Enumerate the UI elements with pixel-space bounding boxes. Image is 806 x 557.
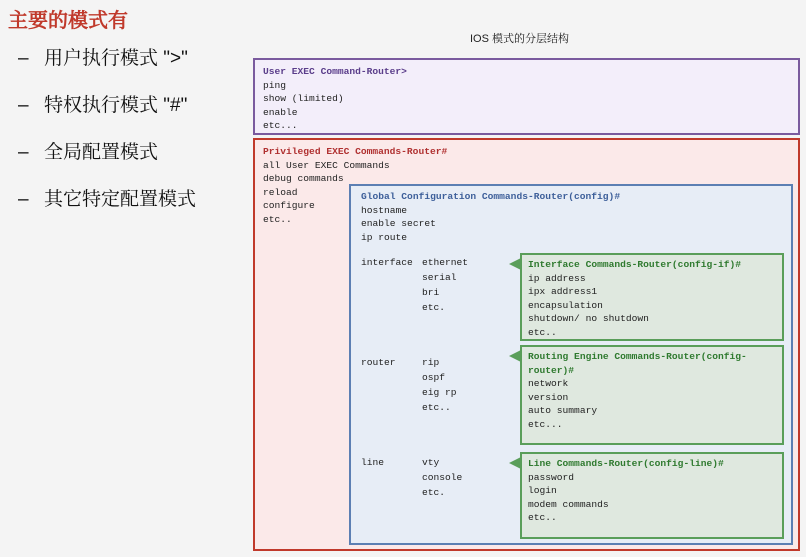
command-line: ping — [263, 79, 287, 91]
command-line: hostname — [361, 204, 408, 216]
list-item — [18, 46, 196, 93]
command-line: etc.. — [528, 326, 557, 338]
interface-type: bri — [422, 287, 440, 298]
line-config-header: Line Commands-Router(config-line)# — [528, 458, 724, 469]
bullet-dash: – — [18, 189, 29, 210]
command-line: etc.. — [528, 512, 557, 524]
routing-config-header: Routing Engine Commands-Router(config-router)# — [528, 351, 747, 376]
command-line: encapsulation — [528, 299, 603, 311]
command-line: enable — [263, 106, 298, 118]
command-line: ip route — [361, 231, 408, 243]
line-type: vty — [422, 457, 440, 468]
bullet-text: 全局配置模式 — [44, 142, 159, 163]
list-item — [18, 140, 196, 187]
command-line: modem commands — [528, 498, 609, 510]
bullet-dash: – — [18, 48, 29, 69]
router-protocol: rip — [422, 357, 440, 368]
routing-config-box — [520, 345, 784, 445]
command-line: show (limited) — [263, 93, 344, 105]
interface-type: etc. — [422, 302, 446, 313]
command-line: enable secret — [361, 218, 436, 230]
router-protocol: ospf — [422, 372, 446, 383]
command-line: auto summary — [528, 405, 598, 417]
command-line: etc.. — [263, 213, 292, 225]
bullet-dash: – — [18, 142, 29, 163]
line-type: console — [422, 472, 463, 483]
command-line: reload — [263, 186, 298, 198]
router-protocol: eig rp — [422, 387, 457, 398]
command-line: version — [528, 391, 569, 403]
command-line: shutdown/ no shutdown — [528, 313, 649, 325]
global-config-header: Global Configuration Commands-Router(config)# — [361, 191, 621, 202]
bullet-dash: – — [18, 95, 29, 116]
interface-config-header: Interface Commands-Router(config-if)# — [528, 259, 742, 270]
command-line: configure — [263, 200, 315, 212]
interface-config-box — [520, 253, 784, 341]
line-type: etc. — [422, 487, 446, 498]
bullet-text: 用户执行模式 ">" — [44, 48, 188, 69]
command-line: all User EXEC Commands — [263, 159, 390, 171]
line-label: line — [361, 457, 385, 468]
command-line: password — [528, 471, 575, 483]
command-line: debug commands — [263, 173, 344, 185]
router-label: router — [361, 357, 396, 368]
interface-type: serial — [422, 272, 457, 283]
line-config-box — [520, 452, 784, 539]
command-line: ip address — [528, 272, 586, 284]
list-item — [18, 93, 196, 140]
privileged-exec-header: Privileged EXEC Commands-Router# — [263, 146, 448, 157]
bullet-text: 其它特定配置模式 — [44, 189, 197, 210]
command-line: etc... — [528, 418, 563, 430]
router-protocol: etc.. — [422, 402, 451, 413]
interface-type: ethernet — [422, 257, 469, 268]
slide-title: 主要的模式有 — [8, 10, 128, 32]
command-line: network — [528, 378, 569, 390]
list-item — [18, 187, 196, 234]
diagram-title: IOS 模式的分层结构 — [470, 33, 570, 45]
mode-list — [18, 46, 196, 234]
command-line: login — [528, 485, 557, 497]
user-exec-box — [253, 58, 800, 135]
command-line: etc... — [263, 120, 298, 132]
bullet-text: 特权执行模式 "#" — [44, 95, 188, 116]
interface-label: interface — [361, 257, 413, 268]
user-exec-header: User EXEC Command-Router> — [263, 66, 407, 77]
command-line: ipx address1 — [528, 286, 598, 298]
